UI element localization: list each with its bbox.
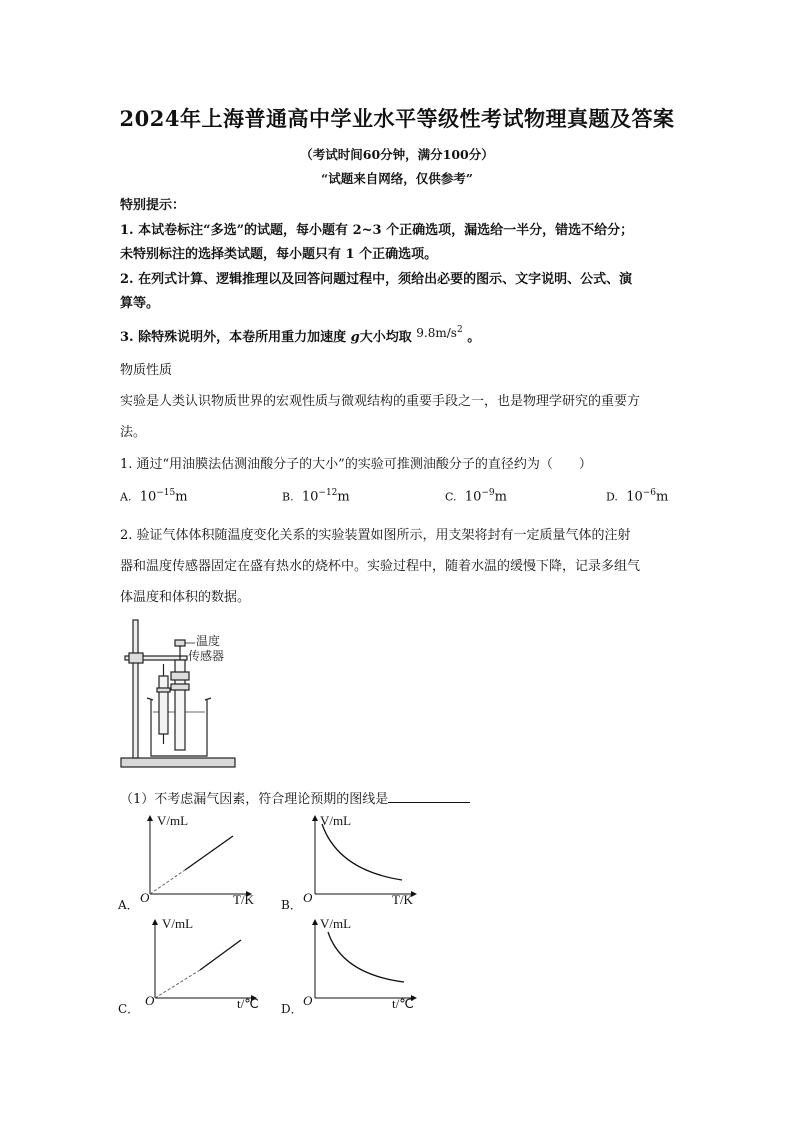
q2-sub-1: （1）不考虑漏气因素，符合理论预期的图线是 <box>120 788 470 807</box>
apparatus-figure <box>115 616 245 776</box>
notice-heading: 特别提示： <box>120 198 186 213</box>
graph-c-origin: O <box>145 993 155 1008</box>
graph-a-xlabel: T/K <box>233 892 254 907</box>
graph-a-origin: O <box>140 890 150 905</box>
graph-b-origin: O <box>303 890 313 905</box>
notice-item-3-mid: 大小均取 <box>359 330 412 345</box>
section-intro-line-1: 实验是人类认识物质世界的宏观性质与微观结构的重要手段之一，也是物理学研究的重要方 <box>120 394 641 409</box>
notice-item-1-line-1: 1. 本试卷标注“多选”的试题，每小题有 2~3 个正确选项，漏选给一半分，错选不给分； <box>120 223 634 238</box>
notice-item-3-end: 。 <box>467 330 481 345</box>
section-title: 物质性质 <box>120 363 173 378</box>
clamp-boss <box>129 653 143 663</box>
graph-b-xlabel: T/K <box>392 892 413 907</box>
graph-d-origin: O <box>303 993 313 1008</box>
graph-b-curve <box>322 824 402 880</box>
notice-item-3-prefix: 3. 除特殊说明外，本卷所用重力加速度 <box>120 330 347 345</box>
q1-option-c[interactable]: C. $10^{-9}m$ <box>445 488 507 505</box>
graph-a-option[interactable]: A． <box>118 898 139 912</box>
graph-b-option[interactable]: B． <box>281 898 302 912</box>
q2-line-1: 2. 验证气体体积随温度变化关系的实验装置如图所示，用支架将封有一定质量气体的注射 <box>120 528 631 543</box>
q2-line-3: 体温度和体积的数据。 <box>120 590 251 605</box>
sensor-label: 温度 传感器 <box>188 634 225 663</box>
notice-item-2-line-2: 算等。 <box>120 296 160 311</box>
stand-rod <box>133 620 138 758</box>
graph-c-extrapolation <box>155 970 200 998</box>
q1-option-a[interactable]: A. $10^{-15}m$ <box>120 488 188 505</box>
notice-item-2-line-1: 2. 在列式计算、逻辑推理以及回答问题过程中，须给出必要的图示、文字说明、公式、演 <box>120 272 633 287</box>
page-title: 2024年上海普通高中学业水平等级性考试物理真题及答案 <box>119 106 675 131</box>
notice-item-3 <box>120 326 480 345</box>
graph-a-line <box>185 836 233 870</box>
graph-a-extrapolation <box>150 870 185 894</box>
q1-option-b[interactable]: B. $10^{-12}m$ <box>282 488 350 505</box>
graph-c-xlabel: t/℃ <box>237 996 259 1011</box>
graph-d-option[interactable]: D． <box>281 1002 303 1016</box>
q1-stem: 1. 通过“用油膜法估测油酸分子的大小”的实验可推测油酸分子的直径约为（ ） <box>120 457 592 472</box>
graph-d-ylabel: V/mL <box>320 916 352 931</box>
q2-line-2: 器和温度传感器固定在盛有热水的烧杯中。实验过程中，随着水温的缓慢下降，记录多组气 <box>120 559 641 574</box>
exam-info: （考试时间60分钟，满分100分） <box>300 147 494 162</box>
section-intro-line-2: 法。 <box>120 425 147 440</box>
gravity-value: $9.8m/s^2$ <box>416 325 463 340</box>
graph-a-ylabel: V/mL <box>157 813 189 828</box>
answer-blank[interactable] <box>388 790 470 803</box>
graph-b-ylabel: V/mL <box>320 813 352 828</box>
q1-option-d[interactable]: D. $10^{-6}m$ <box>606 488 669 505</box>
syringe-barrel <box>159 676 168 734</box>
stand-base <box>121 758 235 767</box>
graph-d-xlabel: t/℃ <box>392 996 414 1011</box>
source-note: “试题来自网络，仅供参考” <box>321 171 473 186</box>
graph-c-line <box>200 940 241 970</box>
graph-c-ylabel: V/mL <box>162 916 194 931</box>
graph-d-curve <box>328 932 404 982</box>
gravity-symbol: g <box>350 330 360 345</box>
graph-c-option[interactable]: C． <box>118 1002 140 1016</box>
notice-item-1-line-2: 未特别标注的选择类试题，每小题只有 1 个正确选项。 <box>120 247 438 262</box>
